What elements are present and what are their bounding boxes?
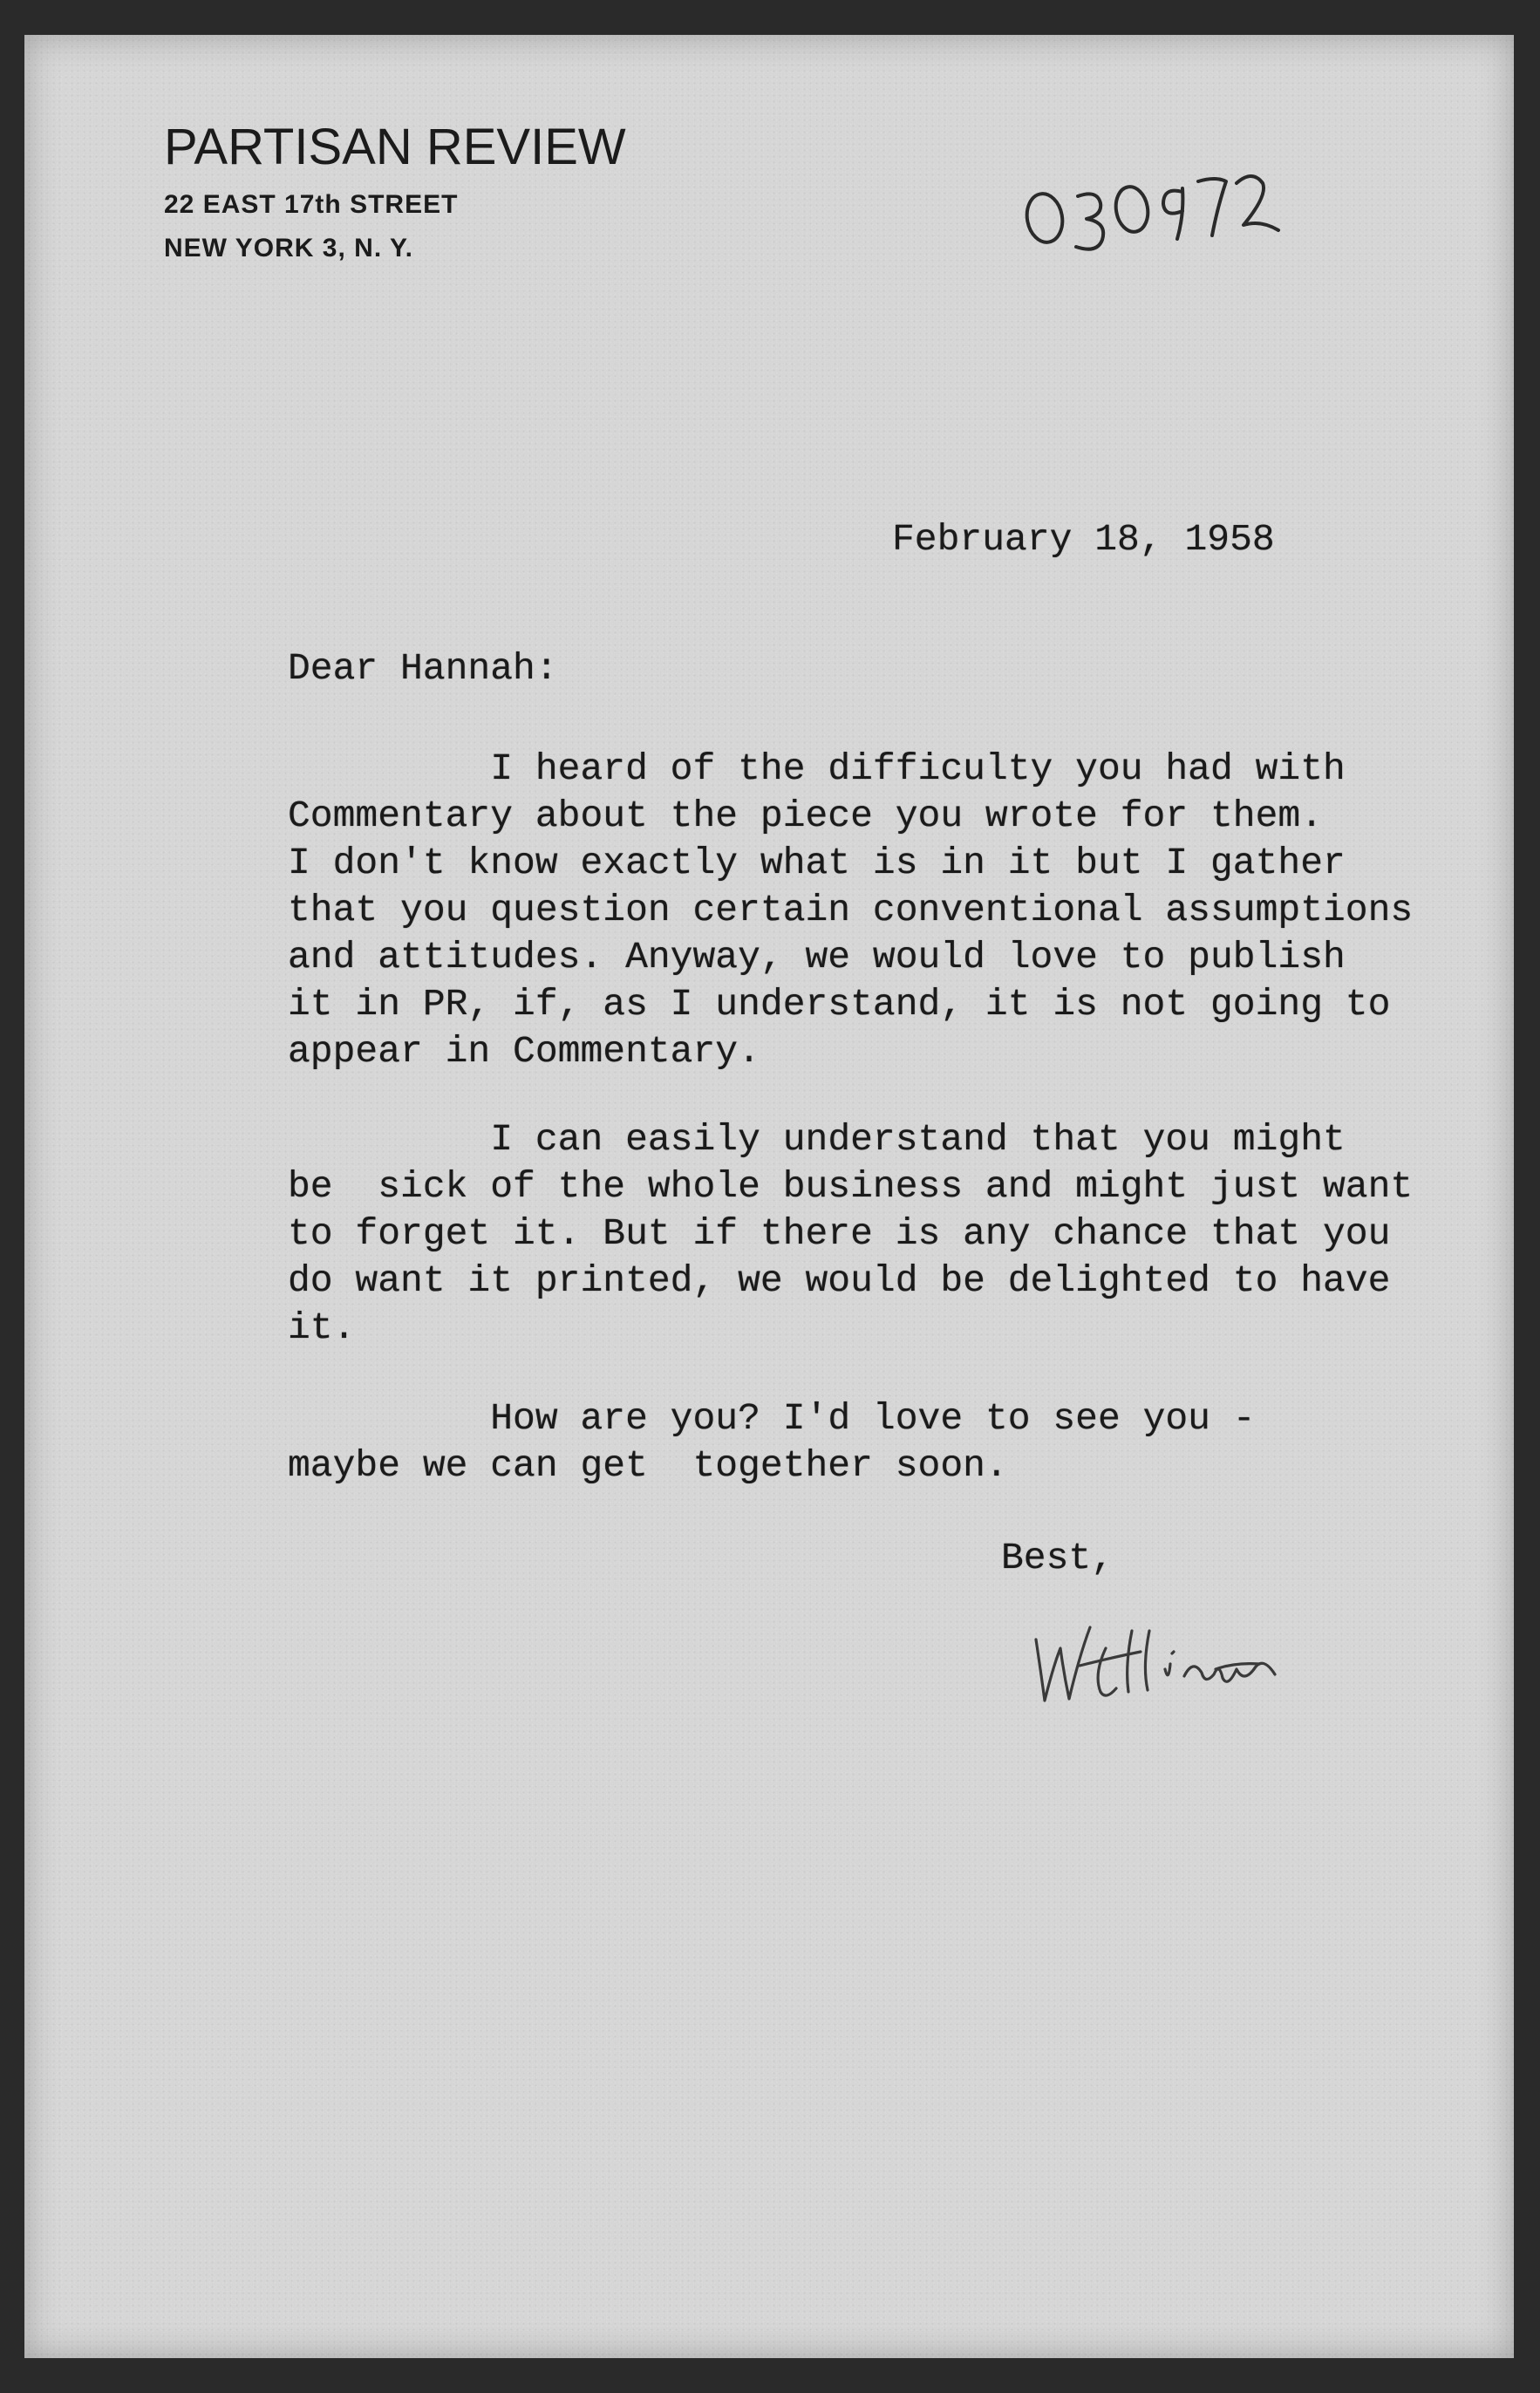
handwritten-signature [1019, 1596, 1332, 1727]
body-paragraph-1: I heard of the difficulty you had with Commentary about the piece you wrote for them. I don't know exactly what is in it but I gather that you question certain conventional assumptions and attitudes. Anyway, we would love to publish it in PR, if, as I understand, it is not going to appear in Commentary. [288, 747, 1414, 1073]
letter-page [24, 35, 1514, 2358]
letterhead-name: PARTISAN REVIEW [164, 119, 626, 175]
signature-drawing [1019, 1596, 1332, 1727]
archive-number-drawing [1019, 157, 1315, 253]
letterhead-address-line1: 22 EAST 17th STREET [164, 190, 459, 219]
letterhead-address-line2: NEW YORK 3, N. Y. [164, 234, 413, 262]
letter-date: February 18, 1958 [892, 518, 1275, 561]
body-paragraph-3: How are you? I'd love to see you - maybe we can get together soon. [288, 1397, 1256, 1487]
closing: Best, [1001, 1537, 1114, 1579]
body-paragraph-2: I can easily understand that you might be sick of the whole business and might just want to forget it. But if there is any chance that you do want it printed, we would be delighted to have it. [288, 1118, 1414, 1349]
salutation: Dear Hannah: [288, 647, 558, 690]
handwritten-archive-number [1019, 157, 1315, 253]
letterhead [164, 119, 626, 279]
